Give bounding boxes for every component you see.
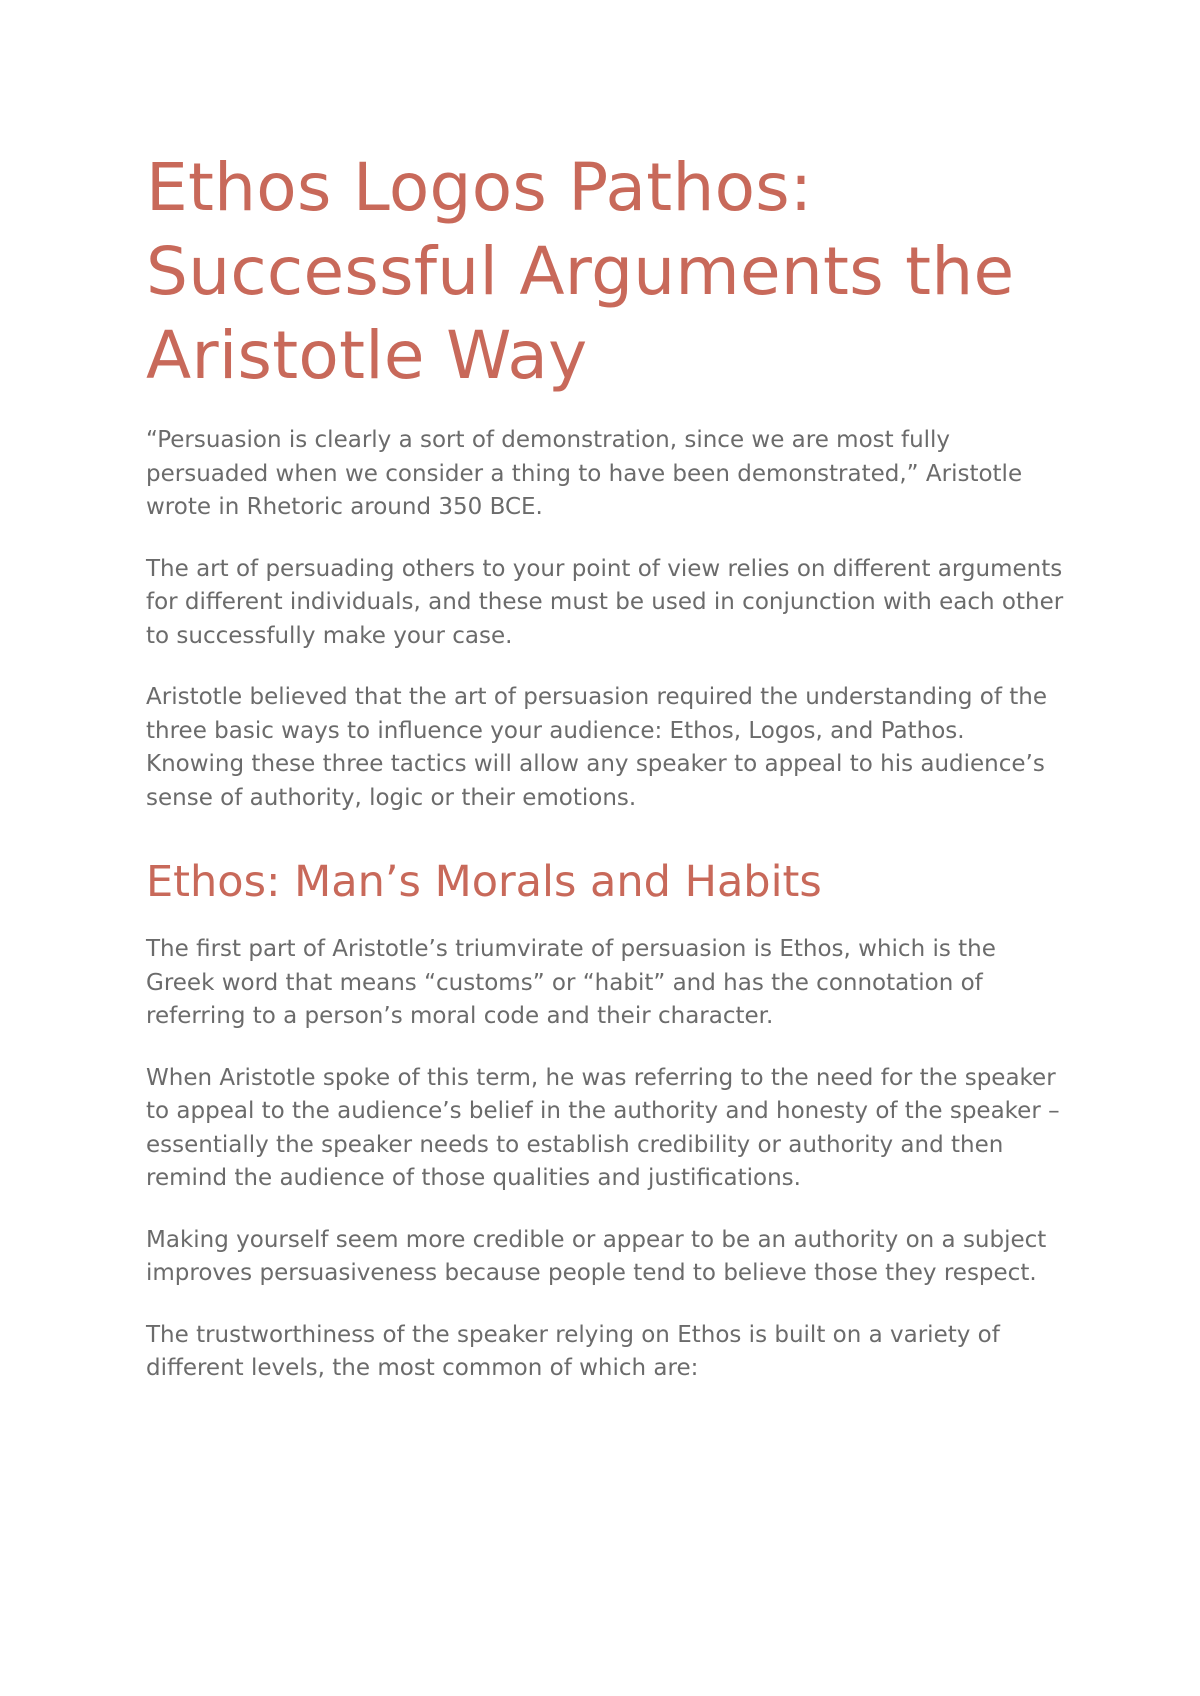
intro-paragraph-art-of-persuading: The art of persuading others to your point of view relies on different arguments for different individuals, and these must be used in conjunction with each other to successfully make your case. <box>146 555 1064 649</box>
ethos-paragraph-definition: The first part of Aristotle’s triumvirate of persuasion is Ethos, which is the Greek word that means “customs” or “habit” and has the connotation of referring to a person’s moral code and their character. <box>146 936 996 1029</box>
intro-paragraph-three-ways: Aristotle believed that the art of persuasion required the understanding of the three basic ways to influence your audience: Ethos, Logos, and Pathos. Knowing these three tactics will allow any speaker to appeal to his audience’s sense of authority, logic or their emotions. <box>146 684 1047 811</box>
ethos-paragraph-authority: Making yourself seem more credible or appear to be an authority on a subject improves persuasiveness because people tend to believe those they respect. <box>146 1226 1047 1286</box>
document-title: Ethos Logos Pathos: Successful Arguments the Aristotle Way <box>146 149 1015 394</box>
document-content <box>146 146 1066 1414</box>
intro-paragraph-quote: “Persuasion is clearly a sort of demonstration, since we are most fully persuaded when we consider a thing to have been demonstrated,” Aristotle wrote in Rhetoric around 350 BCE. <box>146 427 1023 520</box>
section-heading-ethos: Ethos: Man’s Morals and Habits <box>146 857 822 907</box>
ethos-paragraph-trustworthiness: The trustworthiness of the speaker relying on Ethos is built on a variety of different levels, the most common of which are: <box>146 1321 1000 1381</box>
ethos-paragraph-credibility: When Aristotle spoke of this term, he was referring to the need for the speaker to appeal to the audience’s belief in the authority and honesty of the speaker – essentially the speaker needs to establish credibility or authority and then remind the audience of those qualities and justifications. <box>146 1064 1060 1191</box>
